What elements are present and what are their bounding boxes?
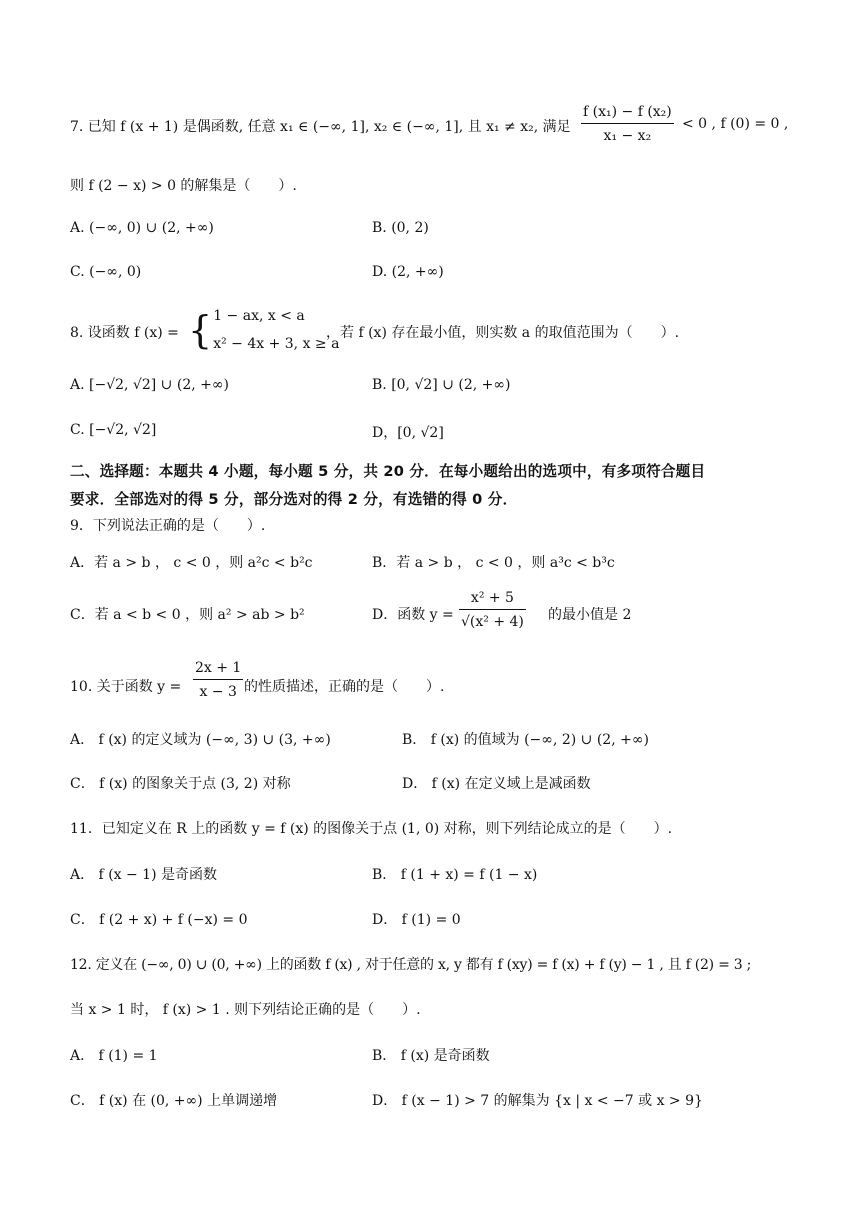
- q10-fraction-denominator: x − 3: [199, 684, 237, 700]
- q10-stem-tail: 的性质描述，正确的是（ ）.: [244, 679, 445, 695]
- q12-option-b: B． f (x) 是奇函数: [372, 1048, 490, 1064]
- q9-option-d-tail: 的最小值是 2: [548, 607, 632, 623]
- q7-stem-line1: [0, 104, 860, 154]
- q12-stem-text: 12. 定义在 (−∞, 0) ∪ (0, +∞) 上的函数 f (x) , 对于任意的 x, y 都有 f (xy) = f (x) + f (y) − 1 , 且 f (2) = 3 ;: [70, 957, 752, 973]
- q8-case-1: 1 − ax, x < a: [213, 308, 305, 324]
- q7-option-d: D. (2, +∞): [372, 264, 444, 280]
- q10-option-d: D． f (x) 在定义域上是减函数: [402, 776, 591, 792]
- q11-stem-text: 11．已知定义在 R 上的函数 y = f (x) 的图像关于点 (1, 0) 对称，则下列结论成立的是（ ）.: [70, 821, 673, 837]
- q9-option-a: A．若 a > b ， c < 0 ，则 a²c < b²c: [70, 555, 313, 571]
- q10-stem-text: 10. 关于函数 y =: [70, 679, 182, 695]
- q8-piecewise: [188, 302, 339, 358]
- q8-stem-tail: ，若 f (x) 存在最小值，则实数 a 的取值范围为（ ）.: [326, 325, 680, 341]
- section2-line1: 二、选择题：本题共 4 小题，每小题 5 分，共 20 分．在每小题给出的选项中，有多项符合题目: [70, 463, 706, 480]
- q7-stem-tail: < 0 , f (0) = 0 ,: [682, 116, 789, 132]
- q10-option-a: A． f (x) 的定义域为 (−∞, 3) ∪ (3, +∞): [70, 732, 331, 748]
- q8-cases: [213, 302, 339, 358]
- q11-option-c: C． f (2 + x) + f (−x) = 0: [70, 912, 248, 928]
- q7-stem-question: 则 f (2 − x) > 0 的解集是（ ）.: [70, 178, 297, 194]
- q9-stem-text: 9．下列说法正确的是（ ）.: [70, 518, 266, 534]
- section2-line2: 要求．全部选对的得 5 分，部分选对的得 2 分，有选错的得 0 分．: [70, 491, 518, 508]
- q9-option-c: C．若 a < b < 0 ，则 a² > ab > b²: [70, 607, 305, 623]
- q7-fraction-denominator: x₁ − x₂: [603, 128, 652, 144]
- q8-brace: {: [188, 308, 213, 352]
- q12-stem-question: 当 x > 1 时， f (x) > 1 . 则下列结论正确的是（ ）.: [70, 1002, 421, 1018]
- q11-option-a: A． f (x − 1) 是奇函数: [70, 867, 217, 883]
- q7-fraction-numerator: f (x₁) − f (x₂): [581, 104, 674, 124]
- q8-option-a: A. [−√2, √2] ∪ (2, +∞): [70, 377, 229, 393]
- q8-case-2: x² − 4x + 3, x ≥ a: [213, 336, 340, 352]
- q12-option-a: A． f (1) = 1: [70, 1048, 158, 1064]
- q11-option-b: B． f (1 + x) = f (1 − x): [372, 867, 538, 883]
- q10-option-b: B． f (x) 的值域为 (−∞, 2) ∪ (2, +∞): [402, 732, 649, 748]
- q12-option-d: D． f (x − 1) > 7 的解集为 {x | x < −7 或 x > 9}: [372, 1093, 703, 1109]
- q9-option-d-text: D．函数 y =: [372, 607, 454, 623]
- q7-fraction: [581, 104, 674, 144]
- q7-option-a: A. (−∞, 0) ∪ (2, +∞): [70, 220, 214, 236]
- q8-option-c: C. [−√2, √2]: [70, 422, 157, 438]
- q8-option-b: B. [0, √2] ∪ (2, +∞): [372, 377, 511, 393]
- q11-option-d: D． f (1) = 0: [372, 912, 461, 928]
- q8-option-d: D，[0, √2]: [372, 425, 444, 441]
- q9-option-b: B．若 a > b ， c < 0 ，则 a³c < b³c: [372, 555, 615, 571]
- q12-option-c: C． f (x) 在 (0, +∞) 上单调递增: [70, 1093, 278, 1109]
- q7-option-b: B. (0, 2): [372, 220, 429, 236]
- q7-option-c: C. (−∞, 0): [70, 264, 142, 280]
- q9-fraction-numerator: x² + 5: [459, 590, 526, 610]
- q9-option-d-fraction: [459, 590, 526, 630]
- q7-stem-text: 7. 已知 f (x + 1) 是偶函数, 任意 x₁ ∈ (−∞, 1], x₂ ∈ (−∞, 1], 且 x₁ ≠ x₂, 满足: [70, 119, 571, 135]
- q8-stem-text: 8. 设函数 f (x) =: [70, 325, 179, 341]
- q10-fraction-numerator: 2x + 1: [193, 660, 243, 680]
- q9-fraction-denominator: √(x² + 4): [461, 614, 524, 630]
- q9-options-row2: [0, 590, 860, 640]
- q10-option-c: C． f (x) 的图象关于点 (3, 2) 对称: [70, 776, 291, 792]
- q8-stem: [0, 302, 860, 362]
- q10-stem: [0, 660, 860, 710]
- q10-fraction: [193, 660, 243, 700]
